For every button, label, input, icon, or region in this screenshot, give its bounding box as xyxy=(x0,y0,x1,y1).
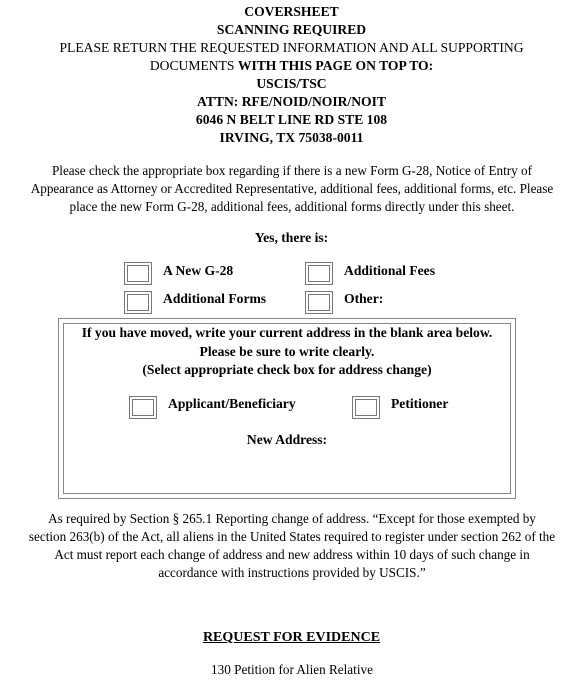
with-this-page-text: WITH THIS PAGE ON TOP TO: xyxy=(237,58,434,73)
street-address: 6046 N BELT LINE RD STE 108 xyxy=(195,112,388,127)
instructions-line-2: Appearance as Attorney or Accredited Representative, additional fees, additional forms, etc. Please xyxy=(30,181,554,196)
coversheet-title: COVERSHEET xyxy=(244,4,339,19)
select-checkbox-note: (Select appropriate check box for address change) xyxy=(142,362,432,377)
rfe-title: REQUEST FOR EVIDENCE xyxy=(202,630,381,645)
applicant-beneficiary-label: Applicant/Beneficiary xyxy=(168,396,296,411)
uscis-tsc: USCIS/TSC xyxy=(256,76,327,91)
legal-notice-line-1: As required by Section § 265.1 Reporting change of address. “Except for those exempted by xyxy=(48,511,536,526)
legal-notice-line-4: accordance with instructions provided by USCIS.” xyxy=(158,565,426,580)
legal-notice-line-2: section 263(b) of the Act, all aliens in the United States required to register under section 262 of the xyxy=(28,529,556,544)
petition-type: 130 Petition for Alien Relative xyxy=(211,662,373,677)
additional-fees-label: Additional Fees xyxy=(344,263,436,278)
moved-instruction: If you have moved, write your current address in the blank area below. xyxy=(81,325,493,340)
scanning-required: SCANNING REQUIRED xyxy=(216,22,367,37)
petitioner-label: Petitioner xyxy=(391,396,449,411)
documents-text: DOCUMENTS xyxy=(149,58,238,73)
instructions-line-3: place the new Form G-28, additional fees, additional forms directly under this sheet. xyxy=(69,199,515,214)
write-clearly: Please be sure to write clearly. xyxy=(199,344,375,359)
yes-there-is-label: Yes, there is: xyxy=(254,230,329,245)
city-state-zip: IRVING, TX 75038-0011 xyxy=(219,130,364,145)
additional-fees-checkbox[interactable] xyxy=(305,262,333,285)
additional-forms-checkbox[interactable] xyxy=(124,291,152,314)
return-instruction-2 xyxy=(0,57,583,75)
applicant-beneficiary-checkbox[interactable] xyxy=(129,396,157,419)
new-address-label: New Address: xyxy=(246,432,328,447)
legal-notice-line-3: Act must report each change of address and new address within 10 days of such change in xyxy=(54,547,530,562)
additional-forms-label: Additional Forms xyxy=(163,291,267,306)
other-label: Other: xyxy=(344,291,384,306)
attn-line: ATTN: RFE/NOID/NOIR/NOIT xyxy=(197,94,386,109)
new-g28-checkbox[interactable] xyxy=(124,262,152,285)
instructions-line-1: Please check the appropriate box regarding if there is a new Form G-28, Notice of Entry of xyxy=(51,163,533,178)
new-g28-label: A New G-28 xyxy=(163,263,234,278)
return-instruction: PLEASE RETURN THE REQUESTED INFORMATION AND ALL SUPPORTING xyxy=(59,40,524,55)
petitioner-checkbox[interactable] xyxy=(352,396,380,419)
other-checkbox[interactable] xyxy=(305,291,333,314)
new-address-field[interactable] xyxy=(70,452,504,490)
